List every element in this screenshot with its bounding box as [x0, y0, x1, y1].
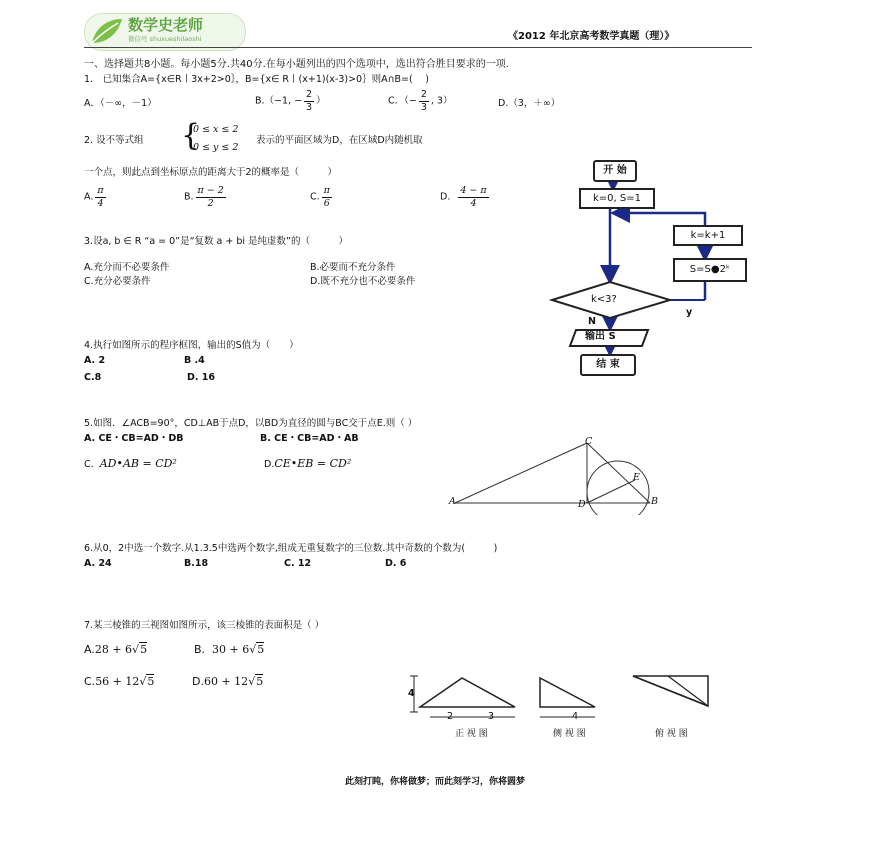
- q7-stem: 7.某三棱锥的三视图如图所示，该三棱锥的表面积是（ ）: [84, 620, 325, 631]
- q5-option-a: A. CE・CB=AD・DB: [84, 433, 184, 444]
- q2-option-d: D. $\frac{4 - \pi}{4}$: [440, 185, 487, 209]
- q2-stem2: 一个点，则此点到坐标原点的距离大于2的概率是（ ）: [84, 167, 338, 178]
- q3-stem: 3.设a, b ∈ R “a = 0”是“复数 a + bi 是纯虚数”的（ ）: [84, 236, 348, 247]
- flowchart-yes-label: y: [686, 307, 693, 318]
- q7-option-a: A.28 + 6√5: [84, 643, 148, 656]
- flowchart-update: S=S●2ᵏ: [673, 258, 747, 282]
- flowchart-end: 结 束: [580, 354, 636, 376]
- flowchart-output: 输出 S: [585, 331, 616, 342]
- q2-ineq-1: 0 ≤ x ≤ 2: [193, 124, 239, 135]
- q6-option-a: A. 24: [84, 558, 112, 569]
- q7-dim-side: 4: [572, 711, 579, 722]
- logo-subtext: 微信号 shuxueshilaoshi: [128, 35, 202, 43]
- q3-option-d: D.既不充分也不必要条件: [310, 276, 416, 287]
- q4-option-a: A. 2: [84, 355, 106, 366]
- q7-front-view-label: 正 视 图: [455, 729, 488, 739]
- q5-label-c: C: [585, 436, 593, 447]
- q2-suffix: 表示的平面区域为D，在区域D内随机取: [256, 135, 423, 146]
- q4-stem: 4.执行如图所示的程序框图，输出的S值为（ ）: [84, 340, 299, 351]
- q7-side-view-label: 侧 视 图: [553, 729, 586, 739]
- q5-label-e: E: [633, 472, 640, 483]
- q6-option-c: C. 12: [284, 558, 312, 569]
- logo-text: 数学史老师: [128, 16, 204, 34]
- q7-option-d: D.60 + 12√5: [192, 675, 264, 688]
- q7-dim-height: 4: [408, 688, 415, 699]
- q6-option-b: B.18: [184, 558, 209, 569]
- q2-ineq-2: 0 ≤ y ≤ 2: [193, 142, 239, 153]
- q5-option-b: B. CE・CB=AD・AB: [260, 433, 359, 444]
- q7-dim-right: 3: [488, 711, 495, 722]
- q1-stem: 1． 已知集合A={x∈R丨3x+2>0｝，B={x∈ R丨(x+1)(x-3)>0｝则A∩B=( ): [84, 74, 429, 85]
- q5-label-b: B: [651, 496, 658, 507]
- q4-option-b: B .4: [184, 355, 205, 366]
- q1-option-d: D.（3，＋∞）: [498, 98, 561, 109]
- q5-triangle-figure: [445, 435, 665, 515]
- flowchart-start: 开 始: [593, 160, 637, 182]
- q1-option-c: C．（− $\frac{2}{3}$ , 3）: [388, 89, 453, 113]
- q4-option-d: D. 16: [187, 372, 216, 383]
- q3-option-c: C.充分必要条件: [84, 276, 151, 287]
- q2-option-c: C. $\frac{\pi}{6}$: [310, 185, 330, 209]
- q5-label-d: D: [578, 499, 586, 510]
- section-intro: 一、选择题共8小题。每小题5分.共40分.在每小题列出的四个选项中，选出符合胜目要求的一项.: [84, 59, 509, 70]
- q2-option-b: B. $\frac{\pi - 2}{2}$: [184, 185, 224, 209]
- q5-label-a: A: [449, 496, 456, 507]
- q7-option-c: C.56 + 12√5: [84, 675, 155, 688]
- footer-motto: 此刻打盹，你将做梦；而此刻学习，你将圆梦: [344, 777, 525, 787]
- q5-option-d: D.CE•EB = CD²: [264, 457, 352, 470]
- q1-option-b: B.（−1, − $\frac{2}{3}$ ）: [255, 89, 326, 113]
- q5-option-c: C. AD•AB = CD²: [84, 457, 177, 470]
- q7-top-view-label: 俯 视 图: [655, 729, 688, 739]
- page-title: 《2012 年北京高考数学真题（理）》: [508, 31, 675, 42]
- q3-option-a: A.充分而不必要条件: [84, 262, 170, 273]
- q7-option-b: B. 30 + 6√5: [194, 643, 265, 656]
- q1-option-a: A．（－∞，－1）: [84, 98, 157, 109]
- q4-option-c: C.8: [84, 372, 102, 383]
- q6-option-d: D. 6: [385, 558, 407, 569]
- flowchart-condition: k<3?: [591, 294, 617, 305]
- q2-prefix: 2. 设不等式组: [84, 135, 144, 146]
- q3-option-b: B.必要而不充分条件: [310, 262, 396, 273]
- logo-leaf-icon: [88, 15, 124, 47]
- q5-stem: 5.如图．∠ACB=90°，CD⊥AB于点D，以BD为直径的圆与BC交于点E.则（ ）: [84, 418, 418, 429]
- flowchart-step: k=k+1: [673, 225, 743, 246]
- q2-brace: {: [181, 118, 201, 153]
- flowchart-no-label: N: [588, 316, 596, 327]
- q7-dim-left: 2: [447, 711, 454, 722]
- header-rule: [84, 47, 752, 48]
- q2-option-a: A. $\frac{\pi}{4}$: [84, 185, 104, 209]
- q6-stem: 6.从0，2中选一个数字.从1.3.5中选两个数字,组成无重复数字的三位数.其中奇数的个数为( ): [84, 543, 498, 554]
- flowchart-init: k=0, S=1: [579, 188, 655, 209]
